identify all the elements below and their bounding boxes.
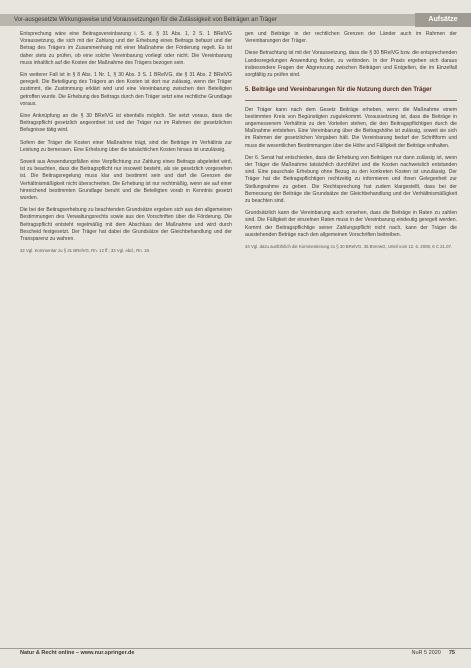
footnotes: 32 Vgl. Kommentar zu § 31 BRelVG, Rn. 12 ff.; 33 Vgl. ebd., Rn. 18. bbox=[20, 248, 151, 254]
footer-issue bbox=[412, 650, 455, 656]
section-badge: Aufsätze bbox=[415, 13, 471, 27]
paragraph: Soweit aus Anwendungsfällen eine Verpflichtung zur Zahlung eines Beitrags abgeleitet wird, ist zu beachten, dass die Beitragspflicht nur insoweit besteht, als sie gesetzlich vorgesehen ist. Die Beitragsregelung muss klar und bestimmt sein und darf die Grenzen der Verhältnismäßigkeit nicht überschreiten. Die Erhebung ist nur rechtmäßig, wenn sie auf einer hinreichend bestimmten Grundlage beruht und die Beteiligten vorab in Kenntnis gesetzt wurden. bbox=[20, 159, 232, 202]
paragraph: Der 6. Senat hat entschieden, dass die Erhebung von Beiträgen nur dann zulässig ist, wenn der Träger die Maßnahme tatsächlich durchführt und die Kosten nachweislich entstanden sind. Eine pauschale Erhebung ohne Bezug zu den konkreten Kosten ist unzulässig. Der Träger hat die Beitragspflichtigen rechtzeitig zu informieren und ihnen Gelegenheit zur Stellungnahme zu geben. Die Rechtsprechung hat zudem klargestellt, dass bei der Bemessung der Beiträge die Grundsätze der Gleichbehandlung und der Verhältnismäßigkeit zu beachten sind. bbox=[245, 154, 457, 205]
section-heading: 5. Beiträge und Vereinbarungen für die Nutzung durch den Träger bbox=[245, 87, 432, 94]
section-divider bbox=[245, 100, 457, 101]
paragraph: Sofern der Träger die Kosten einer Maßnahme trägt, sind die Beiträge im Verhältnis zur Leistung zu bemessen. Eine Erhebung über die tatsächlichen Kosten hinaus ist unzulässig. bbox=[20, 139, 232, 153]
paragraph: Die bei der Beitragserhebung zu beachtenden Grundsätze ergeben sich aus den allgemeinen Bestimmungen des Verwaltungsrechts sowie aus den Vorschriften über die Förderung. Die Beitragspflicht entsteht regelmäßig mit dem Abschluss der Maßnahme und wird durch Bescheid festgesetzt. Der Träger hat dabei die Grundsätze der Gleichbehandlung und der Transparenz zu wahren. bbox=[20, 207, 232, 243]
footnotes: 34 Vgl. dazu ausführlich die Kommentierung zu § 30 BRelVG. 35 BVerwG, Urteil vom 12. 6. 2008, 6 C 21.07. bbox=[245, 244, 453, 250]
paragraph: Der Träger kann nach dem Gesetz Beiträge erheben, wenn die Maßnahme einem bestimmten Kreis von Begünstigten zugutekommt. Voraussetzung ist, dass die Beiträge in angemessenem Verhältnis zu den Vorteilen stehen, die den Beitragspflichtigen durch die Maßnahme entstehen. Eine Vereinbarung über die Beitragshöhe ist zulässig, soweit sie sich im Rahmen der gesetzlichen Vorgaben hält. Die Vereinbarung bedarf der Schriftform und muss die wesentlichen Bestimmungen über die Höhe und Fälligkeit der Beiträge enthalten. bbox=[245, 106, 457, 149]
paragraph: Ein weiterer Fall ist in § 8 Abs. 1 Nr. 1, § 30 Abs. 3 S. 1 BRelVG, die § 31 Abs. 2 BRelVG geregelt. Die Beteiligung des Trägers an den Kosten ist dort nur zulässig, wenn der Träger zustimmt, die Zustimmung erklärt wird und eine Vereinbarung zwischen den Beteiligten getroffen wurde. Die Erhebung des Beitrags durch den Träger setzt eine rechtliche Grundlage voraus. bbox=[20, 72, 232, 107]
left-column bbox=[20, 31, 232, 254]
page-number: 75 bbox=[448, 650, 455, 656]
running-header-title: Vor-ausgesetzte Wirkungsweise und Voraussetzungen für die Zulässigkeit von Beiträgen an Träger bbox=[14, 17, 277, 23]
footer-publication: Natur & Recht online – www.nur.springer.de bbox=[20, 650, 135, 656]
paragraph: Diese Betrachtung ist mit der Voraussetzung, dass die § 30 BRelVG bzw. die entsprechenden Landesregelungen Anwendung finden, zu verbinden. In der Praxis ergeben sich daraus insbesondere Fragen der Abgrenzung zwischen Beiträgen und Entgelten, die im Einzelfall sorgfältig zu prüfen sind. bbox=[245, 50, 457, 79]
paragraph: Grundsätzlich kann die Vereinbarung auch vorsehen, dass die Beiträge in Raten zu zahlen sind. Die Fälligkeit der einzelnen Raten muss in der Vereinbarung eindeutig geregelt werden. Kommt der Beitragspflichtige seiner Zahlungspflicht nicht nach, kann der Träger die ausstehenden Beträge nach den allgemeinen Vorschriften beitreiben. bbox=[245, 210, 457, 238]
paragraph: Entsprechung wäre eine Beitragsvereinbarung i. S. d. § 31 Abs. 1, 2 S. 1 BRelVG Voraussetzung, die sich mit der Zahlung und der Erhebung eines Beitrags befasst und der Betrag des Trägers im Zusammenhang mit einer Maßnahme der Förderung regelt. Es ist daher stets zu prüfen, ob eine solche Vereinbarung vorliegt oder nicht. Die Vereinbarung muss inhaltlich auf die Kosten der Maßnahme des Trägers bezogen sein. bbox=[20, 31, 232, 66]
right-column bbox=[245, 31, 457, 250]
issue-label: NuR 5 2020 bbox=[411, 650, 441, 656]
paragraph: Eine Anknüpfung an die § 30 BRelVG ist ebenfalls möglich. Sie setzt voraus, dass die Beitragspflicht gesetzlich angeordnet ist und der Träger nur im Rahmen der gesetzlichen Befugnisse tätig wird. bbox=[20, 113, 232, 134]
paragraph: gen und Beiträge in der rechtlichen Grenzen der Länder auch im Rahmen der Vereinbarungen der Träger. bbox=[245, 31, 457, 45]
